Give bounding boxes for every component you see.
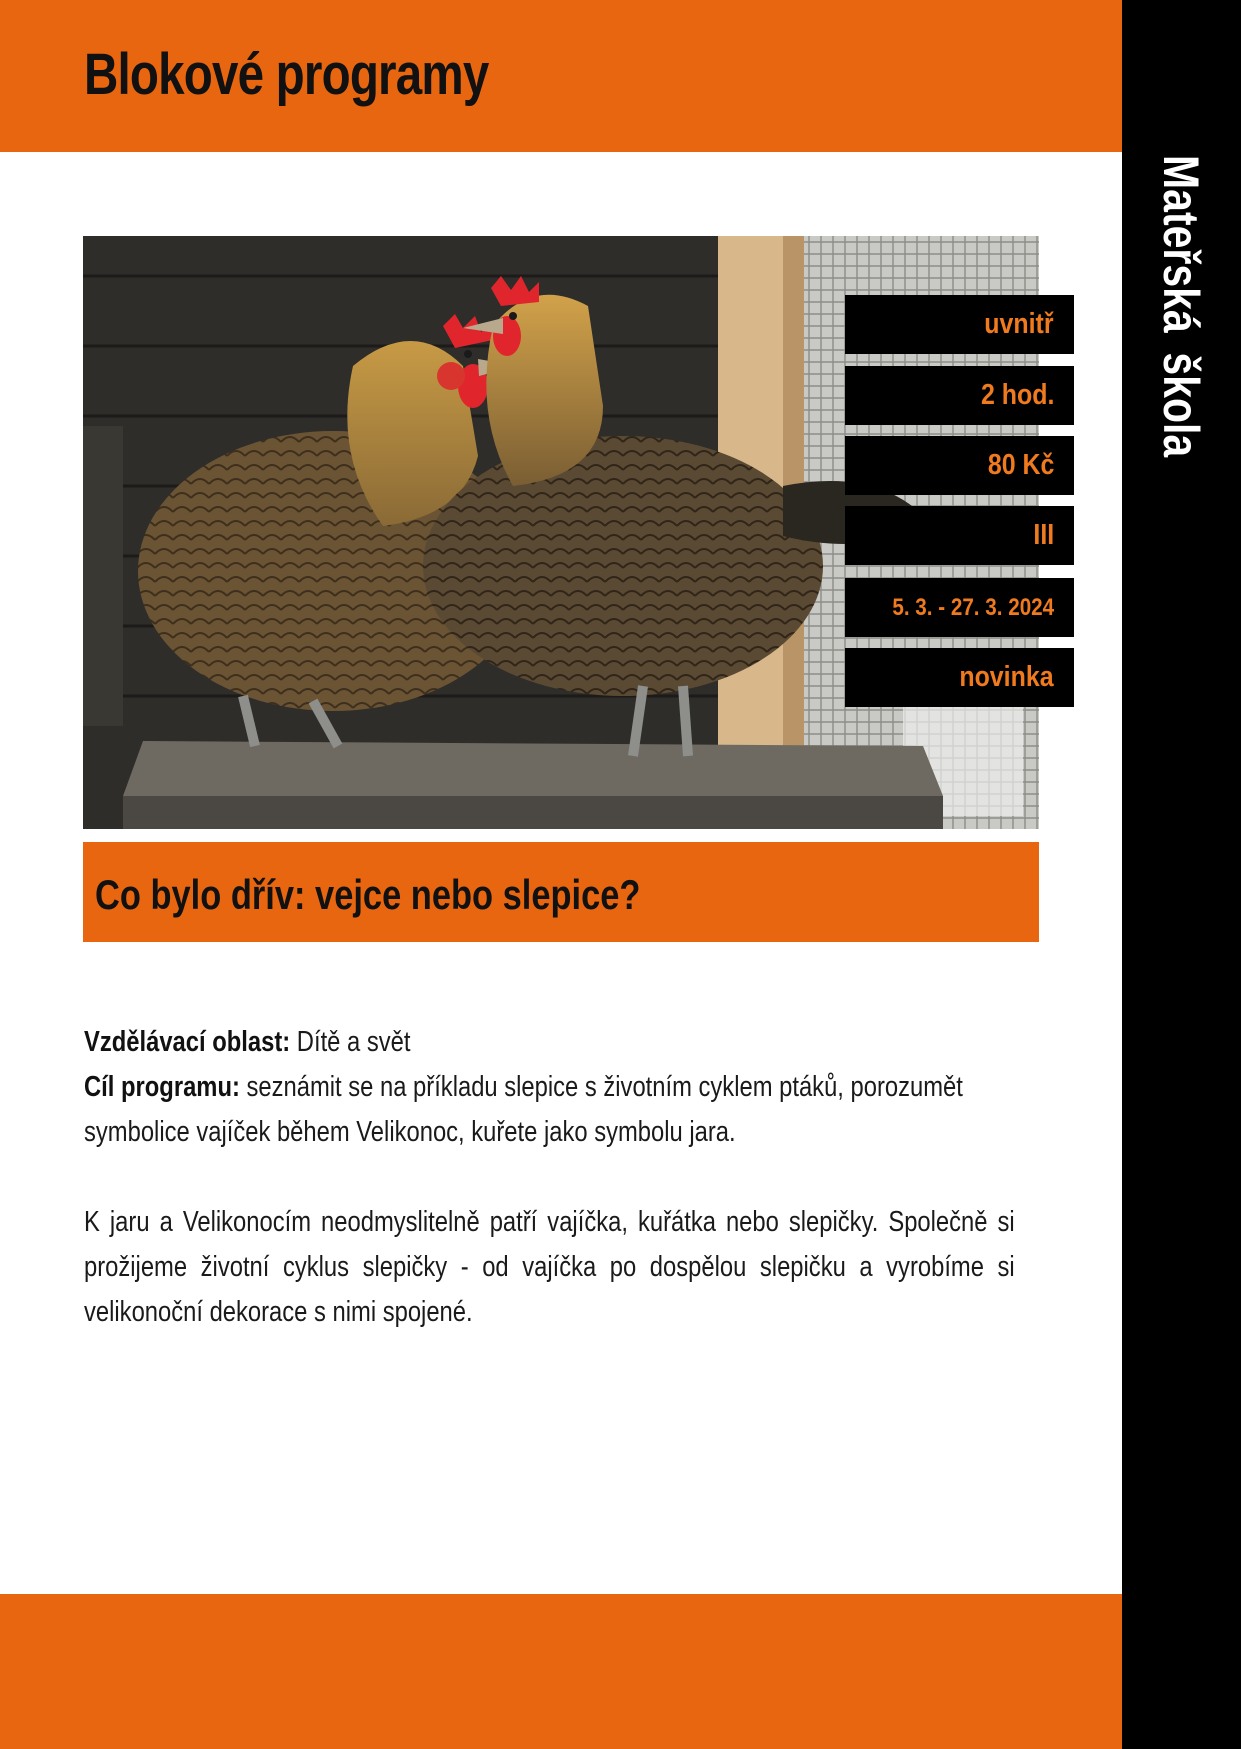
program-title: Co bylo dřív: vejce nebo slepice? [95,871,641,918]
area-value: Dítě a svět [296,1026,411,1058]
description-paragraph: K jaru a Velikonocím neodmyslitelně patří vajíčka, kuřátka nebo slepičky. Společně si prožijeme životní cyklus slepičky - od vajíčka po dospělou slepičku a vyrobíme si velikonoční dekorace s nimi spojené. [84,1206,1015,1328]
goal-label: Cíl programu: [84,1071,240,1103]
program-description [84,1020,1015,1335]
tag-novelty: novinka [845,648,1074,707]
footer-band [0,1594,1122,1749]
header-band [0,0,1122,152]
area-line [84,1020,1015,1065]
area-label: Vzdělávací oblast: [84,1026,291,1058]
tag-dates: 5. 3. - 27. 3. 2024 [845,578,1074,637]
tag-level: III [845,506,1074,565]
tag-location: uvnitř [845,295,1074,354]
page-title: Blokové programy [84,42,489,107]
goal-value: seznámit se na příkladu slepice s životním cyklem ptáků, porozumět symbolice vajíček během Velikonoc, kuřete jako symbolu jara. [84,1071,963,1148]
program-title-band [83,842,1039,942]
side-bar [1122,0,1241,1749]
side-label-text: Mateřská škola [1153,155,1209,458]
tag-price: 80 Kč [845,436,1074,495]
goal-line [84,1065,1015,1155]
tag-duration: 2 hod. [845,366,1074,425]
side-label [1122,155,1241,535]
